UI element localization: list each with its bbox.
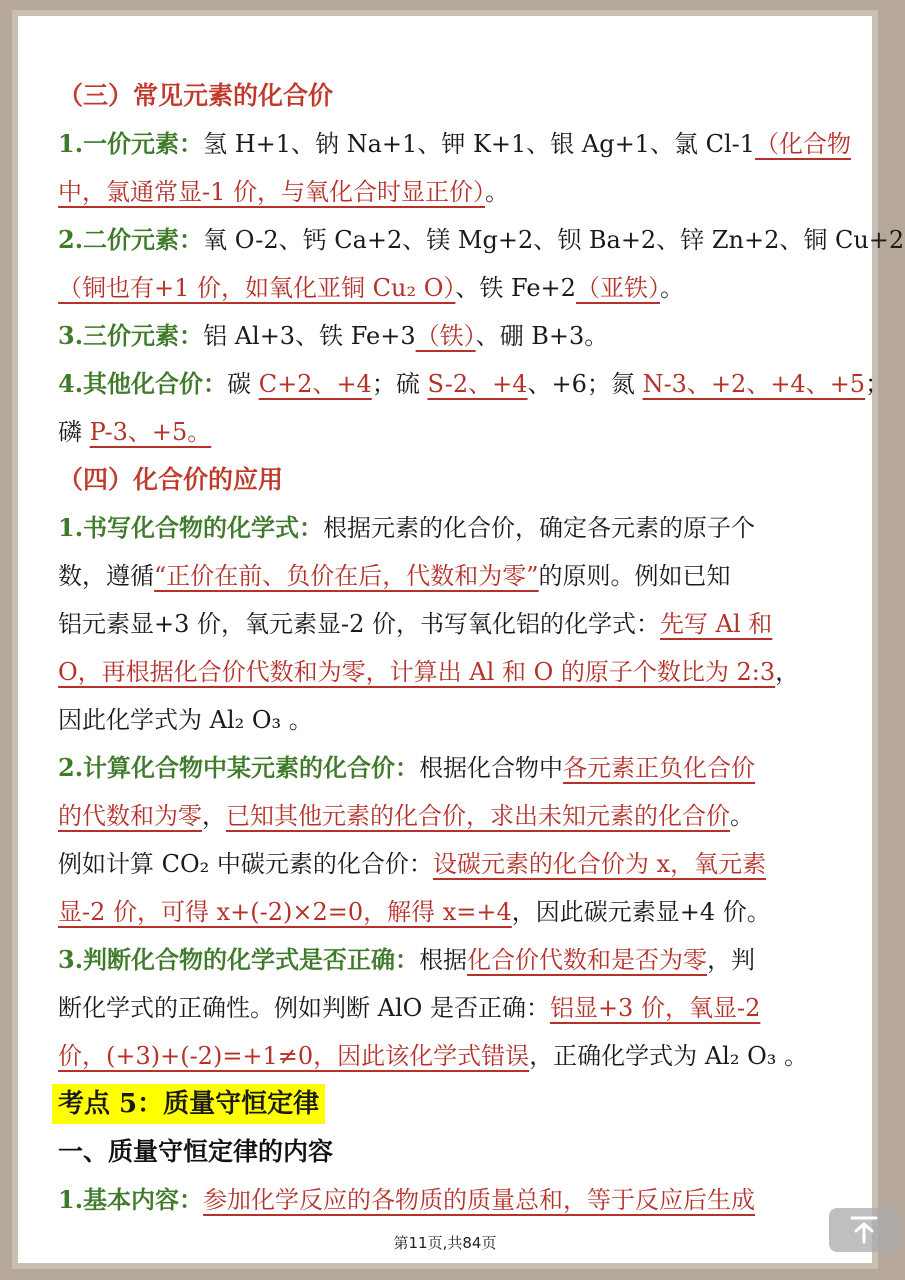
item-text: 根据 — [419, 946, 468, 974]
paragraph-2-line-1 — [58, 216, 905, 264]
red-note: （亚铁） — [575, 274, 660, 302]
application-3-line-3 — [58, 1032, 846, 1080]
red-note: S-2、+4 — [427, 370, 528, 398]
item-text: ， — [202, 802, 226, 830]
item-label: 3.判断化合物的化学式是否正确： — [58, 945, 420, 974]
paragraph-4-line-1 — [58, 360, 890, 408]
application-1-line-2 — [58, 552, 846, 600]
subsection-title: 一、质量守恒定律的内容 — [58, 1137, 334, 1166]
item-label: 4.其他化合价： — [58, 369, 228, 398]
red-note: 各元素正负化合价 — [563, 754, 756, 782]
application-1-line-3 — [58, 600, 846, 648]
red-note: P-3、+5。 — [89, 418, 212, 446]
item-text: 、硼 B+3。 — [475, 322, 609, 350]
application-1-line-4 — [58, 648, 846, 696]
red-note: N-3、+2、+4、+5 — [642, 370, 866, 398]
item-text: 磷 — [58, 418, 90, 446]
application-2-line-4 — [58, 888, 846, 936]
item-text: 氢 H+1、钠 Na+1、钾 K+1、银 Ag+1、氯 Cl-1 — [203, 130, 756, 158]
paragraph-4-line-2 — [58, 408, 846, 456]
item-text: ，判 — [707, 946, 756, 974]
kaodian-line — [58, 1080, 846, 1128]
item-text: ，正确化学式为 Al₂ O₃ 。 — [529, 1042, 808, 1070]
application-2-line-1 — [58, 744, 846, 792]
red-note: 价，(+3)+(-2)=+1≠0，因此该化学式错误 — [58, 1042, 530, 1070]
paragraph-1-line-1 — [58, 120, 852, 168]
page-number: 第11页,共84页 — [393, 1234, 497, 1252]
paragraph-1-line-2 — [58, 168, 846, 216]
application-1-line-5 — [58, 696, 846, 744]
red-note: 已知其他元素的化合价，求出未知元素的化合价 — [226, 802, 730, 830]
application-3-line-1 — [58, 936, 846, 984]
application-3-line-2 — [58, 984, 846, 1032]
item-label: 2.计算化合物中某元素的化合价： — [58, 753, 420, 782]
scroll-top-icon — [847, 1215, 881, 1245]
highlighted-heading: 考点 5：质量守恒定律 — [52, 1084, 325, 1124]
red-note: （铜也有+1 价，如氧化亚铜 Cu₂ O） — [58, 274, 456, 302]
item-text: ；硫 — [371, 370, 428, 398]
red-note: 中，氯通常显-1 价，与氧化合时显正价） — [58, 178, 486, 206]
red-note: 化合价代数和是否为零 — [467, 946, 708, 974]
red-note: 设碳元素的化合价为 x，氧元素 — [432, 850, 767, 878]
red-note: （化合物 — [755, 130, 852, 158]
red-note: O，再根据化合价代数和为零，计算出 Al 和 O 的原子个数比为 2:3 — [58, 658, 776, 686]
application-2-line-2 — [58, 792, 846, 840]
item-text: 例如计算 CO₂ 中碳元素的化合价： — [58, 850, 433, 878]
scroll-top-button[interactable] — [829, 1208, 899, 1252]
application-2-line-3 — [58, 840, 846, 888]
item-text: 根据元素的化合价，确定各元素的原子个 — [323, 514, 756, 542]
item-text: 铝元素显+3 价，氧元素显-2 价，书写氧化铝的化学式： — [58, 610, 661, 638]
paragraph-2-line-2 — [58, 264, 846, 312]
item-text: 碳 — [227, 370, 259, 398]
item-text: 铝 Al+3、铁 Fe+3 — [203, 322, 416, 350]
section-title-3: （三）常见元素的化合价 — [58, 81, 334, 110]
red-note: 铝显+3 价，氧显-2 — [549, 994, 761, 1022]
item-text: ， — [775, 658, 800, 686]
item-text: ，因此碳元素显+4 价。 — [511, 898, 771, 926]
document-content — [58, 72, 905, 1224]
punctuation: 。 — [485, 178, 510, 206]
red-note: 显-2 价，可得 x+(-2)×2=0，解得 x=+4 — [58, 898, 512, 926]
item-label: 2.二价元素： — [58, 225, 204, 254]
item-text: 因此化学式为 Al₂ O₃ 。 — [58, 706, 313, 734]
red-note: “正价在前、负价在后，代数和为零” — [154, 562, 539, 590]
red-note: C+2、+4 — [258, 370, 372, 398]
application-1-line-1 — [58, 504, 846, 552]
paragraph-3-line-1 — [58, 312, 846, 360]
item-label: 1.基本内容： — [58, 1185, 204, 1214]
item-label: 1.书写化合物的化学式： — [58, 513, 324, 542]
item-text: 、铁 Fe+2 — [455, 274, 576, 302]
red-note: 参加化学反应的各物质的质量总和，等于反应后生成 — [203, 1186, 756, 1214]
item-text: 的原则。例如已知 — [538, 562, 731, 590]
red-note: 先写 Al 和 — [660, 610, 773, 638]
item-text: 、+6；氮 — [527, 370, 643, 398]
item-text: 根据化合物中 — [419, 754, 564, 782]
item-text: ； — [865, 370, 890, 398]
red-note: （铁） — [415, 322, 476, 350]
item-label: 1.一价元素： — [58, 129, 204, 158]
item-label: 3.三价元素： — [58, 321, 204, 350]
section-title-4: （四）化合价的应用 — [58, 465, 284, 494]
basic-content-line-1 — [58, 1176, 846, 1224]
item-text: 断化学式的正确性。例如判断 AlO 是否正确： — [58, 994, 550, 1022]
item-text: 数，遵循 — [58, 562, 154, 590]
red-note: 的代数和为零 — [58, 802, 202, 830]
document-page — [12, 10, 905, 1269]
item-text: 。 — [730, 802, 754, 830]
item-text: 氧 O-2、钙 Ca+2、镁 Mg+2、钡 Ba+2、锌 Zn+2、铜 Cu+2 — [203, 226, 905, 254]
punctuation: 。 — [659, 274, 684, 302]
